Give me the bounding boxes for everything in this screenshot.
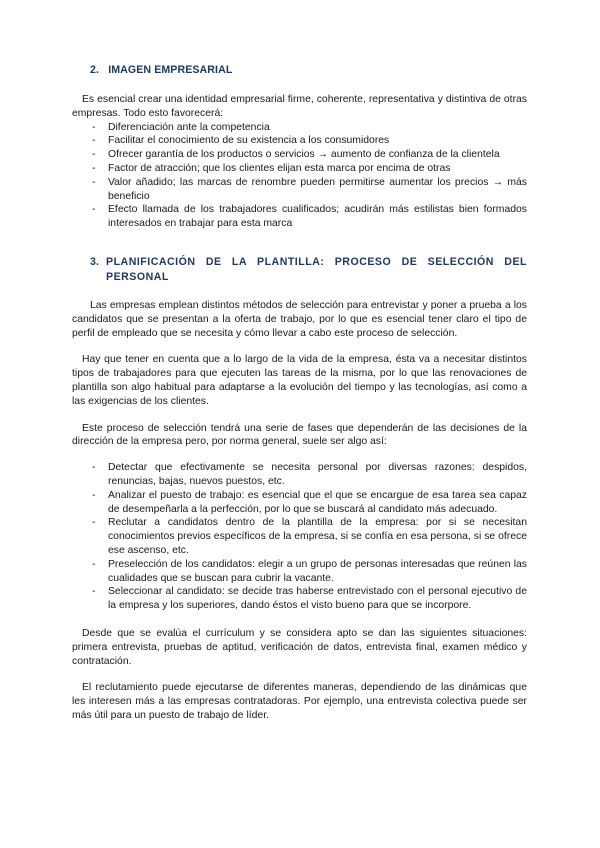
list-item	[72, 121, 527, 135]
list-item-text: Efecto llamada de los trabajadores cualificados; acudirán más estilistas bien formados interesados en trabajar para esta marca	[108, 204, 527, 230]
list-item	[72, 461, 527, 489]
bullet-dash: -	[92, 135, 96, 147]
list-item	[72, 516, 527, 557]
section-2-title: IMAGEN EMPRESARIAL	[108, 64, 233, 76]
bullet-dash: -	[92, 517, 96, 529]
bullet-dash: -	[92, 204, 96, 216]
section-2-number: 2.	[90, 64, 100, 76]
section-3-paragraph-5: El reclutamiento puede ejecutarse de diferentes maneras, dependiendo de las dinámicas que les interesen más a las empresas contratadoras. Por ejemplo, una entrevista colectiva puede ser más útil para un puesto de trabajo de líder.	[72, 682, 527, 721]
section-2-heading	[72, 64, 527, 76]
list-item	[72, 162, 527, 176]
list-item	[72, 585, 527, 613]
list-item-text: Analizar el puesto de trabajo: es esencial que el que se encargue de esa tarea sea capaz de desempeñarla a la perfección, por lo que se buscará al candidato más adecuado.	[108, 489, 527, 515]
list-item-text: Detectar que efectivamente se necesita personal por diversas razones: despidos, renuncias, bajas, nuevos puestos, etc.	[108, 462, 527, 487]
section-3-paragraph-1: Las empresas emplean distintos métodos de selección para entrevistar y poner a prueba a los candidatos que se presentan a la oferta de trabajo, por lo que es esencial tener claro el tipo de perfil de empleado que se necesita y cómo llevar a cabo este proceso de selección.	[72, 299, 527, 339]
list-item-text: Facilitar el conocimiento de su existencia a los consumidores	[108, 135, 390, 147]
list-item	[72, 134, 527, 148]
list-item-text: Diferenciación ante la competencia	[108, 121, 270, 133]
bullet-dash: -	[92, 462, 96, 474]
bullet-dash: -	[92, 558, 96, 570]
list-item	[72, 489, 527, 517]
list-item	[72, 148, 527, 162]
bullet-dash: -	[92, 489, 96, 501]
section-3-heading	[72, 255, 527, 285]
list-item	[72, 558, 527, 586]
section-3-paragraph-2: Hay que tener en cuenta que a lo largo de la vida de la empresa, ésta va a necesitar distintos tipos de trabajadores para que ejecuten las tareas de la misma, por lo que las renovaciones de plantilla son algo habitual para adaptarse a la evolución del tiempo y las tecnologías, así como a las exigencias de los clientes.	[72, 354, 527, 407]
bullet-dash: -	[92, 121, 96, 133]
section-3-paragraph-3: Este proceso de selección tendrá una serie de fases que dependerán de las decisiones de la dirección de la empresa pero, por norma general, suele ser algo así:	[72, 422, 527, 448]
bullet-dash: -	[92, 176, 96, 188]
section-2-benefits-list	[72, 121, 527, 231]
section-3-paragraph-4: Desde que se evalúa el currículum y se considera apto se dan las siguientes situaciones: primera entrevista, pruebas de aptitud, verificación de datos, entrevista final, examen médico y contratación.	[72, 627, 527, 667]
bullet-dash: -	[92, 149, 96, 161]
list-item	[72, 176, 527, 204]
bullet-dash: -	[92, 586, 96, 598]
list-item-text: Preselección de los candidatos: elegir a un grupo de personas interesadas que reúnen las cualidades que se buscan para cubrir la vacante.	[108, 558, 527, 584]
section-3-number: 3.	[90, 255, 100, 268]
selection-phases-list	[72, 461, 527, 613]
bullet-dash: -	[92, 162, 96, 174]
section-2-intro: Es esencial crear una identidad empresarial firme, coherente, representativa y distintiva de otras empresas. Todo esto favorecerá:	[72, 94, 527, 119]
list-item-text: Reclutar a candidatos dentro de la plantilla de la empresa: por si se necesitan conocimientos previos específicos de la empresa, si se confía en esa persona, si se ofrece ese ascenso, etc.	[108, 517, 527, 556]
list-item-text: Seleccionar al candidato: se decide tras haberse entrevistado con el personal ejecutivo de la empresa y los superiores, dando éstos el visto bueno para que se incorpore.	[108, 586, 527, 612]
section-3-title: PLANIFICACIÓN DE LA PLANTILLA: PROCESO DE SELECCIÓN DEL PERSONAL	[106, 255, 527, 283]
list-item-text: Ofrecer garantía de los productos o servicios → aumento de confianza de la clientela	[108, 149, 500, 161]
page-content	[72, 64, 527, 723]
list-item-text: Factor de atracción; que los clientes elijan esta marca por encima de otras	[108, 162, 451, 174]
list-item-text: Valor añadido; las marcas de renombre pueden permitirse aumentar los precios → más beneficio	[108, 176, 527, 202]
list-item	[72, 203, 527, 231]
